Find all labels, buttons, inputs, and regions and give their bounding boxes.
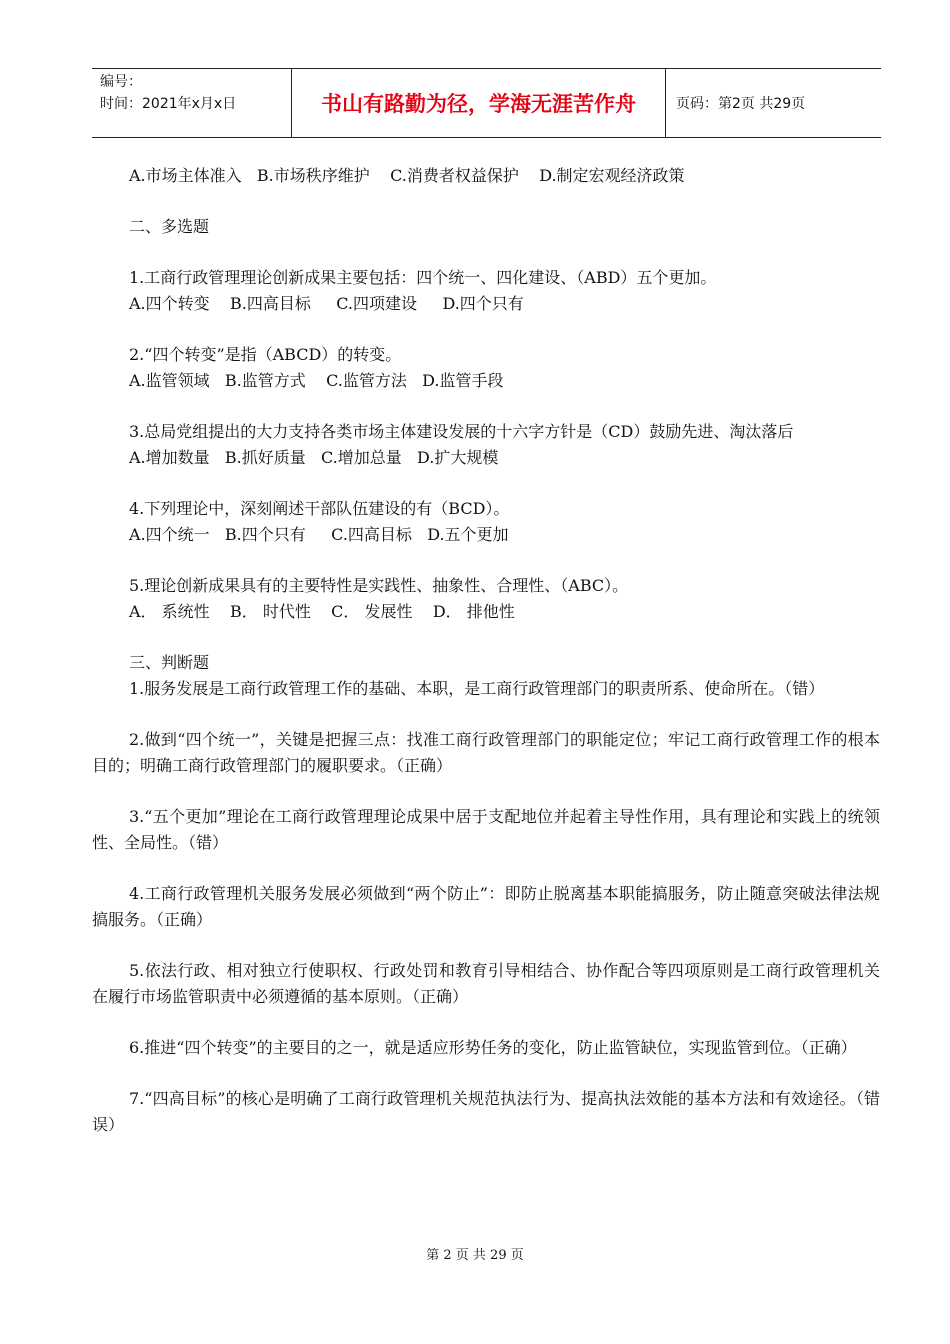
question-text: 2.“四个转变”是指（ABCD）的转变。: [129, 345, 402, 364]
section-title-multiple-choice: 二、多选题: [129, 217, 210, 236]
section-title-true-false: 三、判断题: [129, 653, 210, 672]
judgment-item: 5.依法行政、相对独立行使职权、行政处罚和教育引导相结合、协作配合等四项原则是工商行政管理机关在履行市场监管职责中必须遵循的基本原则。（正确）: [92, 961, 880, 1006]
header-motto: 书山有路勤为径，学海无涯苦作舟: [292, 69, 666, 137]
question-text: 1.工商行政管理理论创新成果主要包括：四个统一、四化建设、（ABD）五个更加。: [129, 268, 717, 287]
judgment-item: 1.服务发展是工商行政管理工作的基础、本职，是工商行政管理部门的职责所系、使命所在。（错）: [129, 679, 825, 698]
page-footer: 第 2 页 共 29 页: [426, 1248, 524, 1263]
header-page-number: 页码：第2页 共29页: [676, 96, 806, 112]
question-text: 4.下列理论中，深刻阐述干部队伍建设的有（BCD）。: [129, 499, 510, 518]
question-options: A.监管领域 B.监管方式 C.监管方法 D.监管手段: [129, 371, 504, 390]
page-header: [92, 68, 881, 138]
document-number-label: 编号：: [100, 74, 142, 90]
judgment-item: 4.工商行政管理机关服务发展必须做到“两个防止”：即防止脱离基本职能搞服务，防止随意突破法律法规搞服务。（正确）: [92, 884, 880, 929]
previous-question-options: A.市场主体准入 B.市场秩序维护 C.消费者权益保护 D.制定宏观经济政策: [129, 166, 685, 185]
judgment-item: 7.“四高目标”的核心是明确了工商行政管理机关规范执法行为、提高执法效能的基本方法和有效途径。（错误）: [92, 1089, 880, 1134]
question-text: 3.总局党组提出的大力支持各类市场主体建设发展的十六字方针是（CD）鼓励先进、淘汰落后: [129, 422, 794, 441]
question-text: 5.理论创新成果具有的主要特性是实践性、抽象性、合理性、（ABC）。: [129, 576, 629, 595]
judgment-item: 2.做到“四个统一”，关键是把握三点：找准工商行政管理部门的职能定位；牢记工商行政管理工作的根本目的；明确工商行政管理部门的履职要求。（正确）: [92, 730, 880, 775]
document-body: [92, 163, 880, 1138]
question-options: A.增加数量 B.抓好质量 C.增加总量 D.扩大规模: [129, 448, 499, 467]
question-options: A.四个转变 B.四高目标 C.四项建设 D.四个只有: [129, 294, 524, 313]
judgment-item: 3.“五个更加”理论在工商行政管理理论成果中居于支配地位并起着主导性作用，具有理论和实践上的统领性、全局性。（错）: [92, 807, 880, 852]
judgment-item: 6.推进“四个转变”的主要目的之一，就是适应形势任务的变化，防止监管缺位，实现监管到位。（正确）: [129, 1038, 857, 1057]
question-options: A.四个统一 B.四个只有 C.四高目标 D.五个更加: [129, 525, 509, 544]
document-time-label: 时间：2021年x月x日: [100, 96, 237, 112]
header-meta: [92, 69, 292, 137]
question-options: A． 系统性 B． 时代性 C． 发展性 D． 排他性: [129, 602, 515, 621]
